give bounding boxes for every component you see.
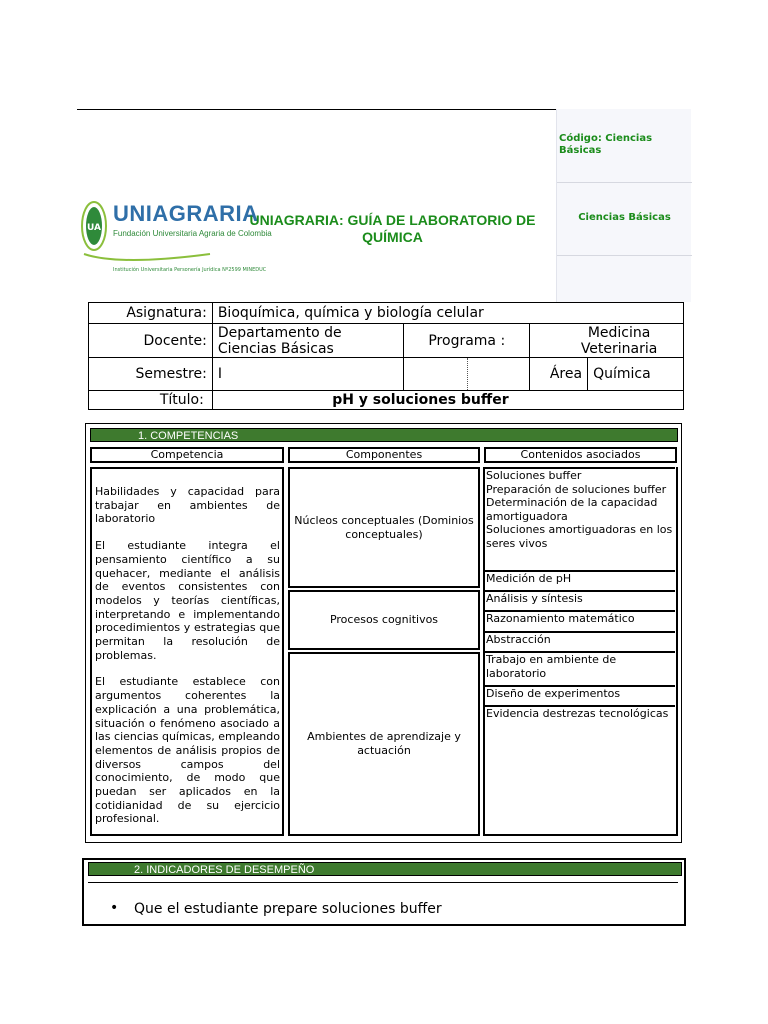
contenido-destrezas: Evidencia destrezas tecnológicas [485, 705, 675, 724]
col-competencia-header: Competencia [90, 447, 284, 463]
uniagraria-logo [80, 192, 272, 282]
contenido-trabajo-laboratorio: Trabajo en ambiente de laboratorio [485, 651, 675, 684]
componente-nucleos: Núcleos conceptuales (Dominios conceptuales) [288, 467, 480, 588]
indicadores-header: 2. INDICADORES DE DESEMPEÑO [88, 862, 682, 876]
componente-ambientes: Ambientes de aprendizaje y actuación [288, 652, 480, 836]
competencias-header: 1. COMPETENCIAS [90, 428, 678, 442]
document-code: Código: Ciencias Básicas [557, 109, 692, 183]
header-empty-cell [557, 256, 692, 302]
area-label: Área [530, 358, 588, 391]
contenido-razonamiento: Razonamiento matemático [485, 610, 675, 629]
header-meta-panel [556, 109, 691, 302]
document-area: Ciencias Básicas [557, 183, 692, 256]
semestre-label: Semestre: [89, 358, 213, 391]
asignatura-label: Asignatura: [89, 303, 213, 324]
svg-text:UA: UA [87, 223, 101, 233]
contenido-analisis: Análisis y síntesis [485, 590, 675, 608]
programa-value: Medicina Veterinaria [530, 324, 684, 358]
course-info-table [88, 302, 684, 410]
col-contenidos-header: Contenidos asociados [484, 447, 677, 463]
bullet-icon: • [110, 900, 119, 916]
contenido-medicion-ph: Medición de pH [485, 570, 675, 589]
logo-subtitle: Fundación Universitaria Agraria de Colombia [113, 229, 272, 238]
logo-legal-text: Institución Universitaria Personería Jurídica Nº2599 MINEDUC [113, 267, 267, 273]
docente-value: Departamento de Ciencias Básicas [212, 324, 404, 358]
indicadores-rule [88, 882, 678, 883]
competencia-text-1: Habilidades y capacidad para trabajar en ambientes de laboratorio [95, 485, 280, 526]
contenido-abstraccion: Abstracción [485, 631, 675, 650]
asignatura-value: Bioquímica, química y biología celular [212, 303, 683, 324]
competencia-text-2: El estudiante integra el pensamiento científico a su quehacer, mediante el análisis de eventos consistentes con modelos y teorías científicas, interpretando e implementando procedimientos y estrategias que permitan la resolución de problemas. [95, 539, 280, 662]
semestre-value: I [212, 358, 404, 391]
area-value: Química [588, 358, 684, 391]
docente-label: Docente: [89, 324, 213, 358]
contenido-soluciones-buffer: Soluciones buffer Preparación de soluciones buffer Determinación de la capacidad amortiguadora Soluciones amortiguadoras en los seres vivos [485, 467, 675, 568]
competencia-text-3: El estudiante establece con argumentos coherentes la explicación a una problemática, situación o fenómeno asociado a las ciencias químicas, empleando elementos de análisis propios de diversos campos del conocimiento, de modo que puedan ser aplicados en la cotidianidad de su ejercicio profesional. [95, 675, 280, 826]
titulo-label: Título: [89, 391, 213, 410]
document-title: UNIAGRARIA: GUÍA DE LABORATORIO DE QUÍMICA [249, 212, 536, 245]
col-componentes-header: Componentes [288, 447, 480, 463]
contenido-diseno-experimentos: Diseño de experimentos [485, 685, 675, 704]
componente-procesos: Procesos cognitivos [288, 590, 480, 650]
header-top-rule [77, 109, 556, 110]
programa-label: Programa : [404, 324, 530, 358]
indicador-item: Que el estudiante prepare soluciones buffer [134, 901, 442, 917]
titulo-value: pH y soluciones buffer [212, 391, 683, 410]
competencia-column [90, 467, 284, 836]
logo-wordmark: UNIAGRARIA [113, 201, 259, 226]
